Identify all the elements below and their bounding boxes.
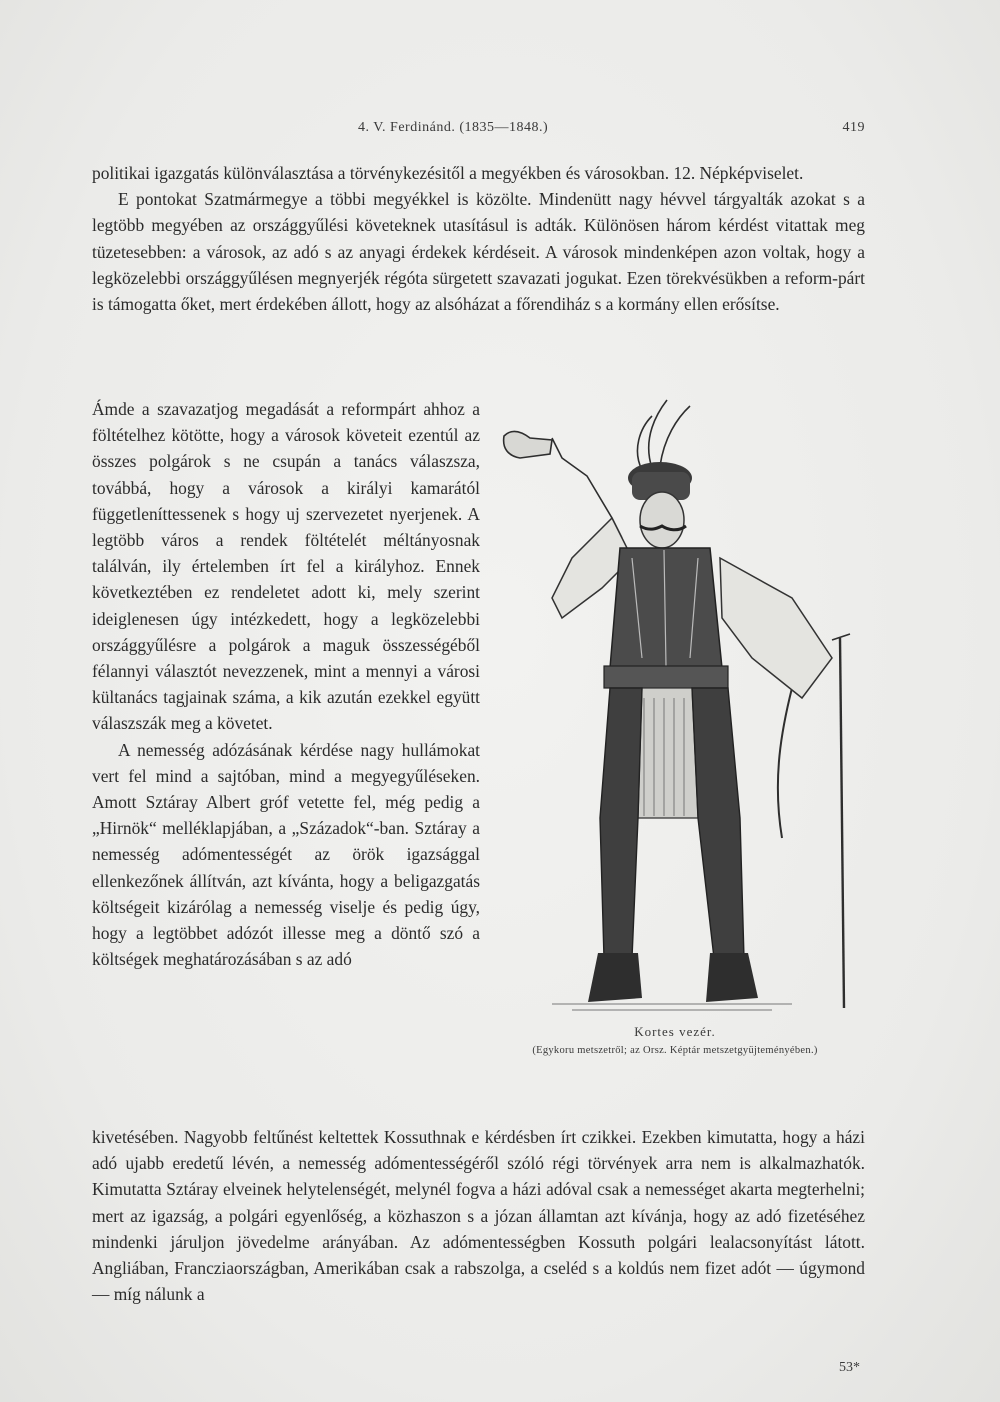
page-number: 419 [842,120,865,135]
paragraph: politikai igazgatás különválasztása a törvénykezésitől a megyékben és városokban. 12. Népképviselet. [92,163,804,183]
page-header [90,118,865,142]
signature-mark: 53* [839,1360,860,1375]
paragraph: kivetésében. Nagyobb feltűnést keltettek Kossuthnak e kérdésben írt czikkei. Ezekben kimutatta, hogy a házi adó ujabb eredetű lévén, a nemesség adómentességéről szóló régi törvények arra nem is alkalmazhatók. Kimutatta Sztáray elveinek helytelenségét, melynél fogva a házi adóval csak a nemességet akarta megterhelni; mert az igazság, a polgári egyenlőség, a közhaszon s a józan államtan azt kívánja, hogy az adó fizetéséhez mindenki járuljon jövedelme arányában. Az adómentességben Kossuth polgári lealacsonyítást látott. Angliában, Francziaországban, Amerikában csak a rabszolga, a cseléd s a koldús nem fizet adót — úgymond — míg nálunk a [92,1127,865,1305]
top-text-block [92,160,865,317]
running-head: 4. V. Ferdinánd. (1835—1848.) [358,120,549,135]
figure-caption [500,1024,850,1058]
paragraph: E pontokat Szatmármegye a többi megyékkel is közölte. Mindenütt nagy hévvel tárgyalták azokat s a legtöbb megyében az országgyűlési követeknek utasításul is adták. Különösen három kérdést vitattak meg tüzetesebben: a városok, az adó s az anyagi érdekek kérdéseit. A városok mindenképen azon voltak, hogy a legközelebbi országgyűlésen megnyerjék régóta sürgetett szavazati jogukat. Ezen törekvésükben a reform-párt is támogatta őket, mert érdekében állott, hogy az alsóházat a főrendiház s a kormány ellen erősítse. [92,189,865,315]
left-column-text [92,396,480,972]
kortes-figure-drawing [492,398,852,1016]
bottom-text-block [92,1124,865,1307]
paragraph: A nemesség adózásának kérdése nagy hullámokat vert fel mind a sajtóban, mind a megyegyűléseken. Amott Sztáray Albert gróf vetette fel, még pedig a „Hirnök“ melléklapjában, a „Századok“-ban. Sztáray a nemesség adómentességét az örök igazsággal ellenkezőnek állítván, azt kívánta, hogy a beligazgatás költségeit kizárólag a nemesség viselje és pedig úgy, hogy a legtöbbet adózót illesse meg a döntő szó a költségek meghatározásában s az adó [92,739,480,970]
engraving-illustration [492,398,852,1016]
caption-title: Kortes vezér. [634,1024,716,1039]
paragraph: Ámde a szavazatjog megadását a reformpárt ahhoz a föltételhez kötötte, hogy a városok követeit ezentúl az összes polgárok s ne csupán a tanács válaszsza, továbbá, hogy a városok a királyi kamarától függetleníttessenek s hogy uj szervezetet nyerjenek. A legtöbb város a rendek föltételét méltányosnak találván, ily értelemben írt fel a királyhoz. Ennek következtében ez rendeletet adott ki, mely szerint ideiglenesen úgy intézkedett, hogy a legközelebbi országgyűlésre a polgárok a maguk összességéből félannyi választót nevezzenek, mint a mennyi a városi kültanács tagjainak száma, a kik azután ezekkel együtt válaszszák meg a követet. [92,399,480,734]
caption-source: (Egykoru metszetről; az Orsz. Képtár metszetgyüjteményében.) [532,1045,818,1056]
